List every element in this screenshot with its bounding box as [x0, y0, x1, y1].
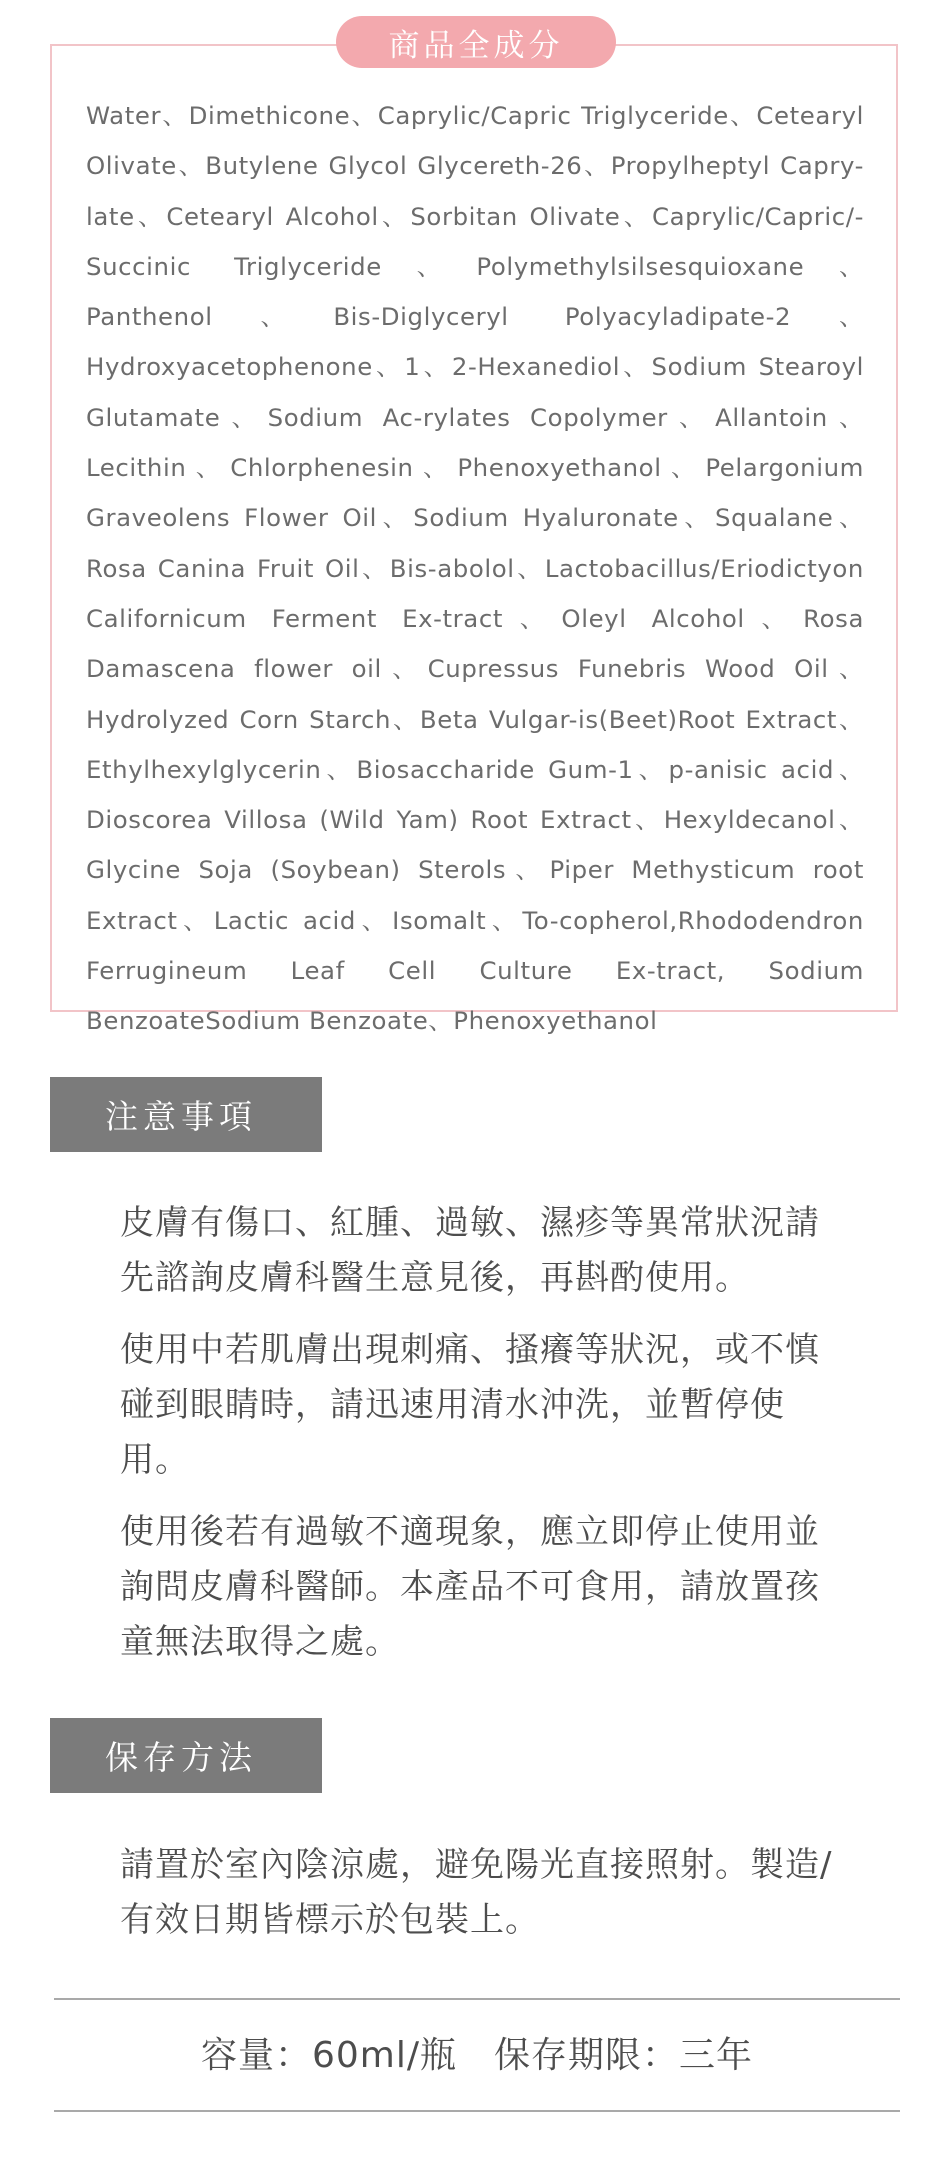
ingredients-list: Water、Dimethicone、Caprylic/Capric Triglyceride、Cetearyl Olivate、Butylene Glycol Glycereth-26、Propylheptyl Capry-late、Cetearyl Alcohol、Sorbitan Olivate、Caprylic/Capric/-Succinic Triglyceride、Polymethylsilsesquioxane、Panthenol、Bis-Diglyceryl Polyacyladipate-2、Hydroxyacetophenone、1、2-Hexanediol、Sodium Stearoyl Glutamate、Sodium Ac-rylates Copolymer、Allantoin、Lecithin、Chlorphenesin、Phenoxyethanol、Pelargonium Graveolens Flower Oil、Sodium Hyaluronate、Squalane、Rosa Canina Fruit Oil、Bis-abolol、Lactobacillus/Eriodictyon Californicum Ferment Ex-tract、Oleyl Alcohol、Rosa Damascena flower oil、Cupressus Funebris Wood Oil、Hydrolyzed Corn Starch、Beta Vulgar-is(Beet)Root Extract、Ethylhexylglycerin、Biosaccharide Gum-1、p-anisic acid、Dioscorea Villosa (Wild Yam) Root Extract、Hexyldecanol、Glycine Soja (Soybean) Sterols、Piper Methysticum root Extract、Lactic acid、Isomalt、To-copherol,Rhododendron Ferrugineum Leaf Cell Culture Ex-tract, Sodium BenzoateSodium Benzoate、Phenoxyethanol [86, 101, 864, 1036]
storage-text: 請置於室內陰涼處，避免陽光直接照射。製造/有效日期皆標示於包裝上。 [120, 1845, 833, 1940]
divider-top [54, 1998, 900, 2000]
caution-header: 注意事項 [50, 1077, 322, 1152]
spec-line: 容量：60ml/瓶 保存期限：三年 [200, 2035, 753, 2076]
caution-paragraph-2: 使用中若肌膚出現刺痛、搔癢等狀況，或不慎碰到眼睛時，請迅速用清水沖洗，並暫停使用。 [120, 1330, 820, 1480]
storage-header: 保存方法 [50, 1718, 322, 1793]
divider-bottom [54, 2110, 900, 2112]
caution-paragraph-3: 使用後若有過敏不適現象，應立即停止使用並詢問皮膚科醫師。本產品不可食用，請放置孩童無法取得之處。 [120, 1512, 820, 1662]
ingredients-title: 商品全成分 [336, 16, 616, 68]
caution-paragraph-1: 皮膚有傷口、紅腫、過敏、濕疹等異常狀況請先諮詢皮膚科醫生意見後，再斟酌使用。 [120, 1203, 820, 1298]
